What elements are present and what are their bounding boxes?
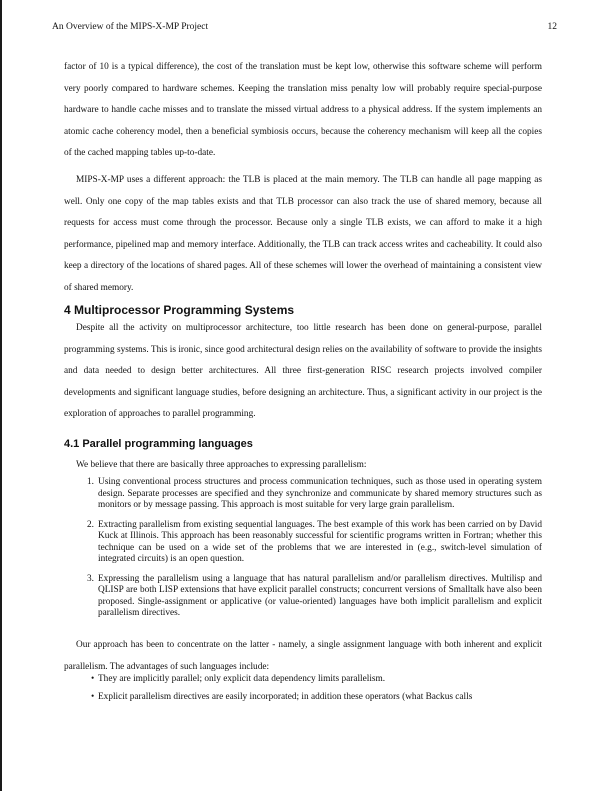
page-number: 12 — [547, 22, 557, 32]
bullet-icon: • — [91, 674, 95, 684]
item-text: Expressing the parallelism using a language that has natural parallelism and/or parallelism directives. Multilisp and QLISP are both LISP extensions that have explicit parallel constructs; concurrent versions of Smalltalk have also been proposed. Single-assignment or applicative (or value-oriented) languages have both implicit parallelism and explicit parallelism directives. — [98, 573, 542, 618]
item-text: Explicit parallelism directives are easily incorporated; in addition these operators (what Backus calls — [98, 692, 473, 702]
approach-item — [87, 574, 542, 620]
paragraph-mips-x-mp-approach — [64, 170, 542, 299]
approaches-list — [87, 477, 542, 628]
bullet-icon: • — [91, 692, 95, 702]
advantages-list — [91, 673, 542, 709]
item-number: 1. — [87, 477, 94, 487]
item-number: 2. — [87, 519, 94, 530]
item-text: They are implicitly parallel; only explicit data dependency limits parallelism. — [98, 674, 386, 684]
approach-item — [87, 520, 542, 566]
item-text: Extracting parallelism from existing sequential languages. The best example of this work has been carried on by David Kuck at Illinois. This approach has been reasonably successful for scientific programs written in Fortran; whether this technique can be used on a wide set of the problems that we are interested in (e.g., switch-level simulation of integrated circuits) is an open question. — [98, 519, 542, 564]
subsection-heading-4-1: 4.1 Parallel programming languages — [64, 438, 253, 450]
paragraph-text: Despite all the activity on multiprocessor architecture, too little research has been done on general-purpose, parallel programming systems. This is ironic, since good architectural design relies on the availability of software to provide the insights and data needed to design better architectures. All three first-generation RISC research projects involved compiler developments and significant language studies, before designing an architecture. Thus, a significant activity in our project is the exploration of approaches to parallel programming. — [64, 323, 542, 419]
paragraph-text: MIPS-X-MP uses a different approach: the TLB is placed at the main memory. The TLB can handle all page mapping as well. Only one copy of the map tables exists and that TLB processor can also track the use of shared memory, because all requests for access must come through the processor. Because only a single TLB exists, we can afford to make it a high performance, pipelined map and memory interface. Additionally, the TLB can track access writes and cacheability. It could also keep a directory of the locations of shared pages. All of these schemes will lower the overhead of maintaining a consistent view of shared memory. — [64, 175, 542, 293]
paragraph-our-approach — [64, 635, 542, 678]
approaches-intro: We believe that there are basically three approaches to expressing parallelism: — [76, 460, 367, 470]
paragraph-tlb-cost — [64, 57, 542, 165]
approach-item — [87, 477, 542, 512]
item-number: 3. — [87, 573, 94, 584]
section-heading-4: 4 Multiprocessor Programming Systems — [64, 303, 295, 317]
paragraph-text: Our approach has been to concentrate on the latter - namely, a single assignment language with both inherent and explicit parallelism. The advantages of such languages include: — [64, 640, 542, 672]
item-text: Using conventional process structures and process communication techniques, such as those used in operating system design. Separate processes are specified and they synchronize and communicate by shared memory structures such as monitors or by message passing. This approach is most suitable for very large grain parallelism. — [98, 477, 542, 510]
running-header-title: An Overview of the MIPS-X-MP Project — [52, 22, 209, 32]
advantage-item — [91, 691, 542, 703]
advantage-item — [91, 673, 542, 685]
paragraph-multiprocessor-programming — [64, 318, 542, 426]
running-header — [52, 22, 557, 36]
paragraph-text: factor of 10 is a typical difference), the cost of the translation must be kept low, otherwise this software scheme will perform very poorly compared to hardware schemes. Keeping the translation miss penalty low will probably require special-purpose hardware to handle cache misses and to translate the missed virtual address to a physical address. If the system implements an atomic cache coherency model, then a beneficial symbiosis occurs, because the coherency mechanism will keep all the copies of the cached mapping tables up-to-date. — [64, 62, 542, 158]
